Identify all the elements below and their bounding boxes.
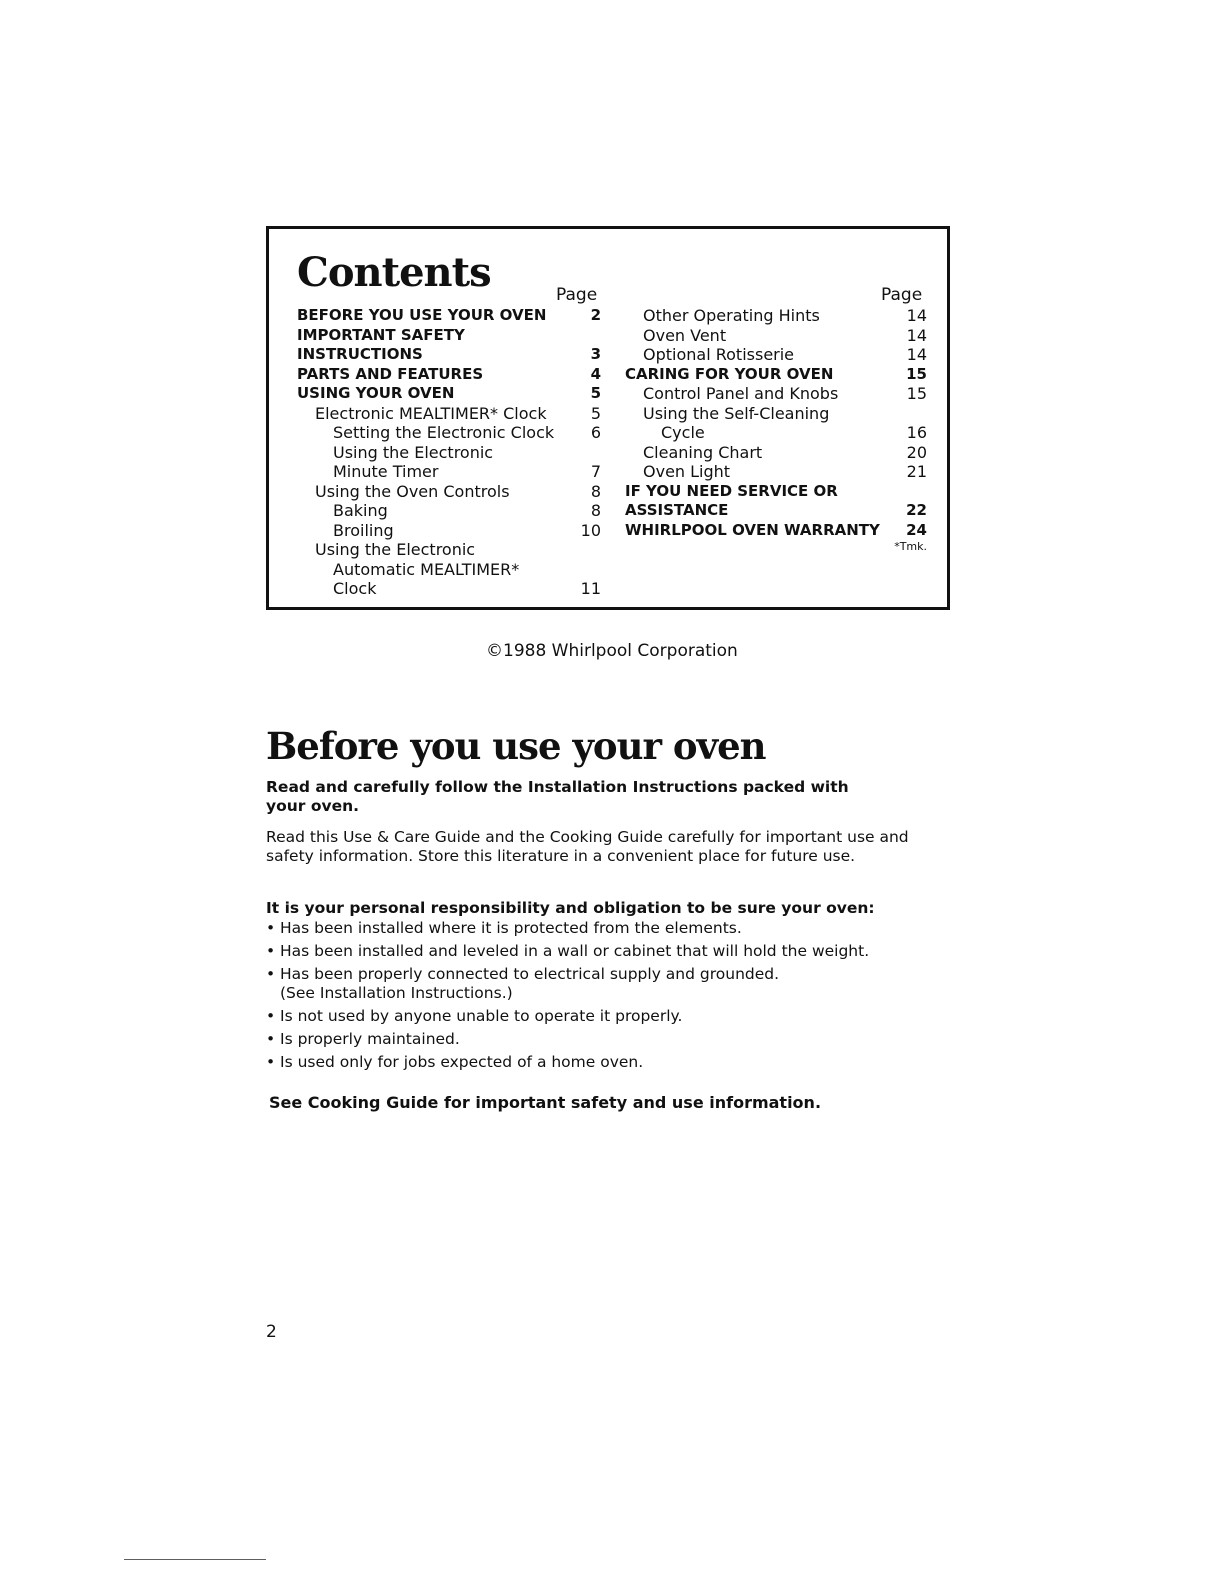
toc-entry-title: Baking (333, 501, 388, 520)
toc-entry-page: 10 (580, 520, 601, 540)
toc-entry-title: Control Panel and Knobs (643, 384, 839, 403)
list-item: • Has been installed where it is protected from the elements. (266, 919, 742, 937)
toc-entry-title: BEFORE YOU USE YOUR OVEN (297, 306, 547, 324)
toc-entry (625, 443, 927, 463)
toc-entry-page: 11 (580, 579, 601, 598)
toc-entry (297, 540, 601, 560)
toc-entry-page: 14 (906, 325, 927, 345)
installation-instructions-note: Read and carefully follow the Installation Instructions packed with your oven. (266, 778, 849, 815)
list-item: • Is not used by anyone unable to operate it properly. (266, 1007, 683, 1025)
toc-entry-title: WHIRLPOOL OVEN WARRANTY (625, 520, 880, 539)
toc-entry-page: 5 (590, 403, 601, 423)
toc-entry-title: Setting the Electronic Clock (333, 423, 555, 442)
list-item: • Is properly maintained. (266, 1030, 460, 1048)
contents-box (266, 226, 950, 610)
toc-entry-title: CARING FOR YOUR OVEN (625, 364, 834, 383)
toc-entry-title: Other Operating Hints (643, 306, 820, 325)
toc-entry (625, 462, 927, 482)
toc-entry-title: ASSISTANCE (625, 501, 729, 519)
toc-entry-page: 16 (906, 423, 927, 442)
toc-entry (297, 579, 601, 599)
toc-entry (297, 423, 601, 443)
toc-entry-title: INSTRUCTIONS (297, 345, 423, 363)
page-column-header-left: Page (556, 285, 598, 305)
toc-entry-title: Using the Self-Cleaning (643, 403, 830, 423)
responsibility-statement: It is your personal responsibility and obligation to be sure your oven: (266, 899, 875, 917)
toc-entry (625, 501, 927, 521)
toc-entry (297, 443, 601, 463)
bullet-icon: • (266, 1053, 276, 1071)
toc-entry (625, 521, 927, 541)
responsibility-list (266, 919, 946, 1076)
toc-entry-title: Optional Rotisserie (643, 345, 795, 364)
toc-entry-page: 15 (906, 384, 927, 403)
toc-entry-title: Clock (333, 579, 377, 598)
contents-right-column (625, 306, 927, 553)
toc-entry (625, 345, 927, 365)
toc-entry-page: 15 (906, 364, 927, 383)
use-care-intro-paragraph: Read this Use & Care Guide and the Cooking Guide carefully for important use and safety information. Store this literature in a convenient place for future use. (266, 828, 909, 865)
toc-entry (297, 306, 601, 326)
bullet-icon: • (266, 942, 276, 960)
toc-entry (297, 384, 601, 404)
toc-entry (297, 521, 601, 541)
bullet-icon: • (266, 919, 276, 937)
toc-entry-page: 7 (590, 462, 601, 481)
contents-left-column (297, 306, 601, 599)
toc-entry (625, 423, 927, 443)
trademark-note: *Tmk. (894, 540, 927, 553)
bullet-icon: • (266, 1030, 276, 1048)
toc-entry-title: Oven Light (643, 462, 731, 481)
toc-entry-title: Using the Electronic (333, 442, 494, 462)
toc-entry-title: USING YOUR OVEN (297, 384, 455, 402)
toc-entry (297, 482, 601, 502)
footer-divider (124, 1559, 266, 1560)
toc-entry-title: PARTS AND FEATURES (297, 364, 484, 383)
toc-entry (625, 404, 927, 424)
page-column-header-right: Page (881, 285, 923, 305)
copyright-line: ©1988 Whirlpool Corporation (486, 641, 738, 661)
list-item: • Has been installed and leveled in a wall or cabinet that will hold the weight. (266, 942, 870, 960)
toc-entry-title: Oven Vent (643, 325, 727, 345)
toc-entry (297, 365, 601, 385)
contents-title: Contents (297, 249, 491, 296)
toc-entry-title: Broiling (333, 520, 394, 540)
toc-entry-title: Minute Timer (333, 462, 439, 481)
list-item: • Is used only for jobs expected of a home oven. (266, 1053, 644, 1071)
toc-entry-title: IMPORTANT SAFETY (297, 325, 465, 344)
toc-entry-page: 2 (590, 306, 601, 324)
toc-entry (625, 482, 927, 502)
toc-entry (625, 326, 927, 346)
toc-entry-page: 14 (906, 345, 927, 364)
toc-entry (297, 462, 601, 482)
toc-entry-page: 8 (590, 481, 601, 501)
cooking-guide-reference: See Cooking Guide for important safety and use information. (269, 1093, 822, 1112)
toc-entry-title: IF YOU NEED SERVICE OR (625, 481, 838, 500)
toc-entry-page: 8 (590, 501, 601, 520)
toc-entry-page: 21 (906, 462, 927, 481)
list-item: • Has been properly connected to electrical supply and grounded. (See Installation Instructions.) (266, 965, 946, 1003)
page-number: 2 (266, 1322, 277, 1342)
bullet-icon: • (266, 965, 276, 983)
toc-entry (625, 306, 927, 326)
toc-entry-title: Cycle (661, 423, 705, 442)
toc-entry-page: 24 (906, 520, 927, 539)
toc-entry-page: 14 (906, 306, 927, 325)
toc-entry (297, 560, 601, 580)
toc-entry (625, 384, 927, 404)
toc-entry-title: Using the Oven Controls (315, 481, 510, 501)
toc-entry (297, 404, 601, 424)
toc-entry-title: Cleaning Chart (643, 442, 763, 462)
toc-entry (625, 365, 927, 385)
list-item-note: (See Installation Instructions.) (280, 984, 513, 1002)
toc-entry (297, 345, 601, 365)
section-heading: Before you use your oven (266, 724, 766, 768)
toc-entry-title: Automatic MEALTIMER* (333, 559, 520, 579)
toc-entry-page: 4 (590, 364, 601, 383)
bullet-icon: • (266, 1007, 276, 1025)
toc-entry (297, 326, 601, 346)
toc-entry-page: 20 (906, 442, 927, 462)
toc-entry-title: Electronic MEALTIMER* Clock (315, 403, 547, 423)
toc-entry-page: 22 (906, 501, 927, 519)
toc-entry-page: 5 (590, 384, 601, 402)
toc-entry (297, 501, 601, 521)
toc-entry-page: 3 (590, 345, 601, 363)
toc-entry-page: 6 (590, 423, 601, 442)
toc-entry-title: Using the Electronic (315, 540, 476, 559)
